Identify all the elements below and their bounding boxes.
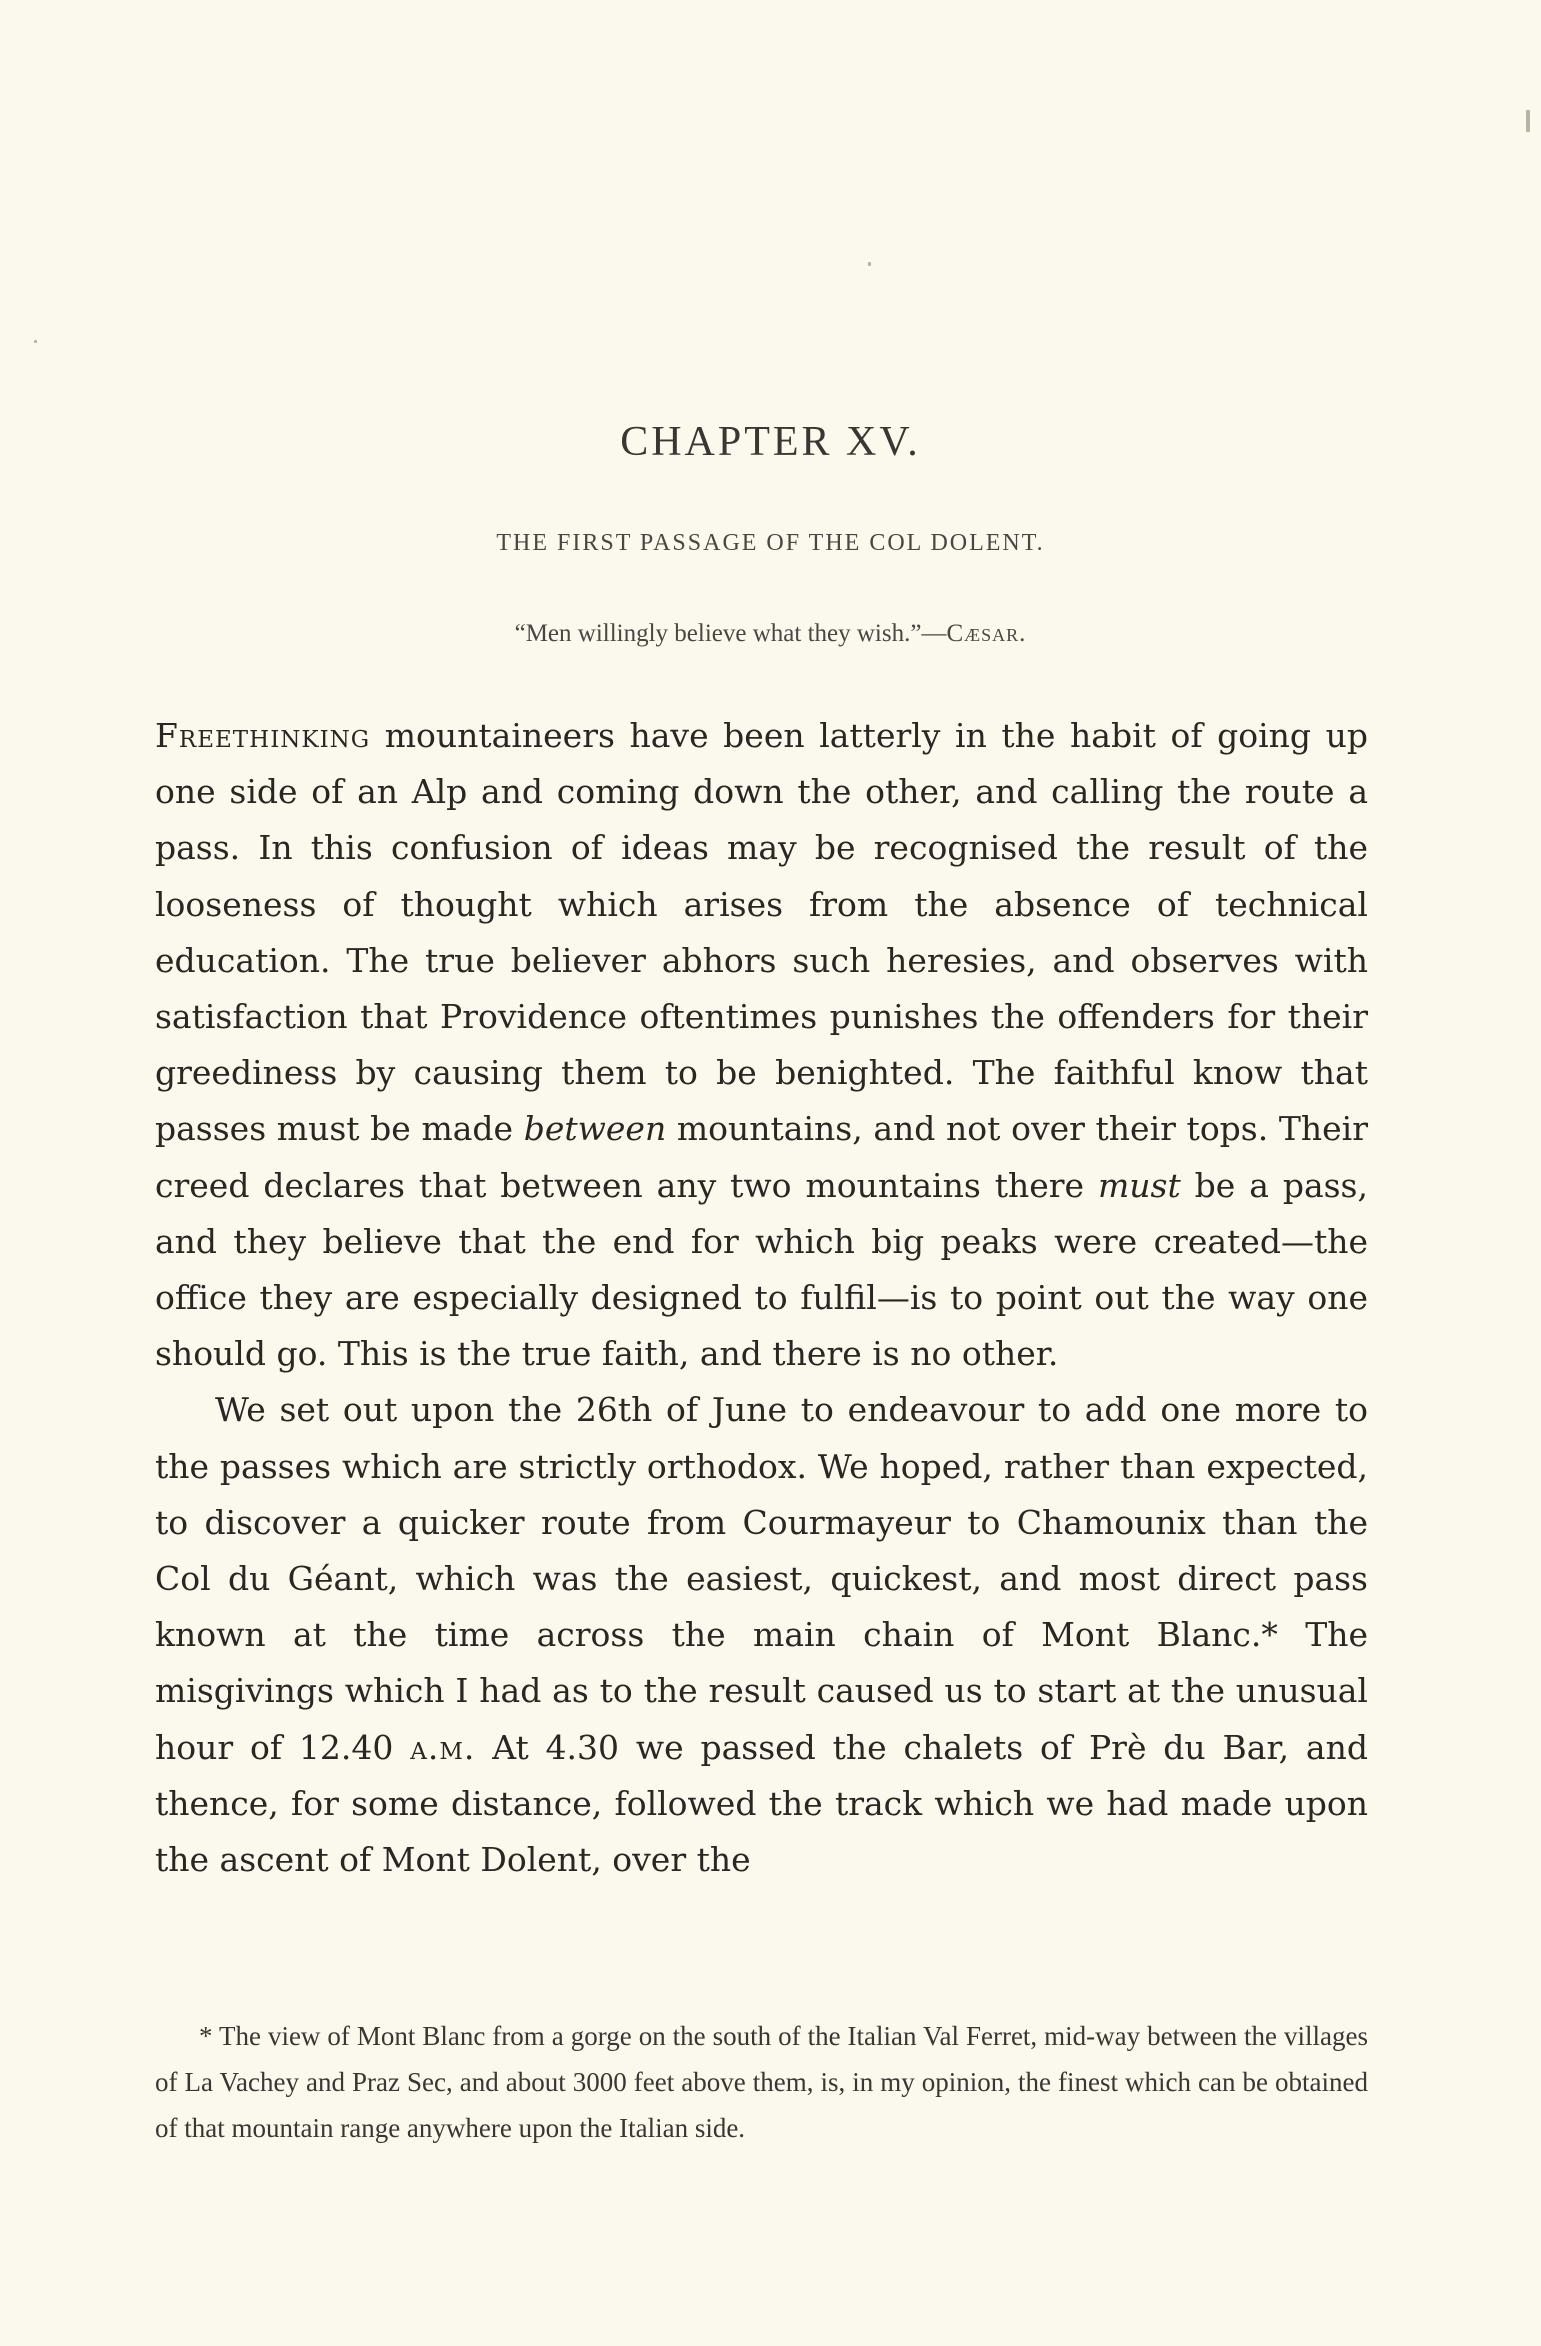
paragraph-2-text-b: At 4.30 we passed the chalets of Prè du Bar, and thence, for some distance, followed the track which we had made upon the ascent of Mont Dolent, over the [155,1727,1368,1880]
epigraph-attribution: Cæsar. [946,620,1027,647]
paragraph-1-text-a: mountaineers have been latterly in the habit of going up one side of an Alp and coming down the other, and calling the route a pass. In this confusion of ideas may be recognised the result of the looseness of thought which arises from the absence of technical education. The true believer abhors such heresies, and observes with satisfaction that Providence oftentimes punishes the offenders for their greediness by causing them to be benighted. The faithful know that passes must be made [155,716,1368,1149]
chapter-subtitle: THE FIRST PASSAGE OF THE COL DOLENT. [496,530,1045,556]
paragraph-1-text-c: be a pass, and they believe that the end for which big peaks were created—the office they are especially designed to fulfil—is to point out the way one should go. This is the true faith, and there is no other. [155,1165,1368,1374]
paragraph-1 [155,708,1368,1382]
paper-speck [1526,110,1530,132]
body-text [155,708,1368,1888]
footnote: * The view of Mont Blanc from a gorge on the south of the Italian Val Ferret, mid-way between the villages of La Vachey and Praz Sec, and about 3000 feet above them, is, in my opinion, the finest which can be obtained of that mountain range anywhere upon the Italian side. [155,2021,1368,2143]
lead-small-caps: Freethinking [155,716,371,755]
chapter-heading: CHAPTER XV. [620,419,921,465]
paragraph-1-text-b: mountains, and not over their tops. Their creed declares that between any two mountains there [155,1109,1368,1205]
paper-speck [868,262,871,266]
time-am: a.m. [410,1727,476,1767]
paragraph-2-text-a: We set out upon the 26th of June to endeavour to add one more to the passes which are strictly orthodox. We hoped, rather than expected, to discover a quicker route from Courmayeur to Chamounix than the Col du Géant, which was the easiest, quickest, and most direct pass known at the time across the main chain of Mont Blanc.* The misgivings which I had as to the result caused us to start at the unusual hour of 12.40 [155,1390,1368,1767]
emphasis-must: must [1097,1165,1181,1205]
emphasis-between: between [523,1109,667,1149]
paragraph-2 [155,1382,1368,1888]
epigraph-quote: “Men willingly believe what they wish.”— [514,620,947,647]
epigraph [0,620,1541,648]
paper-speck [34,340,37,343]
